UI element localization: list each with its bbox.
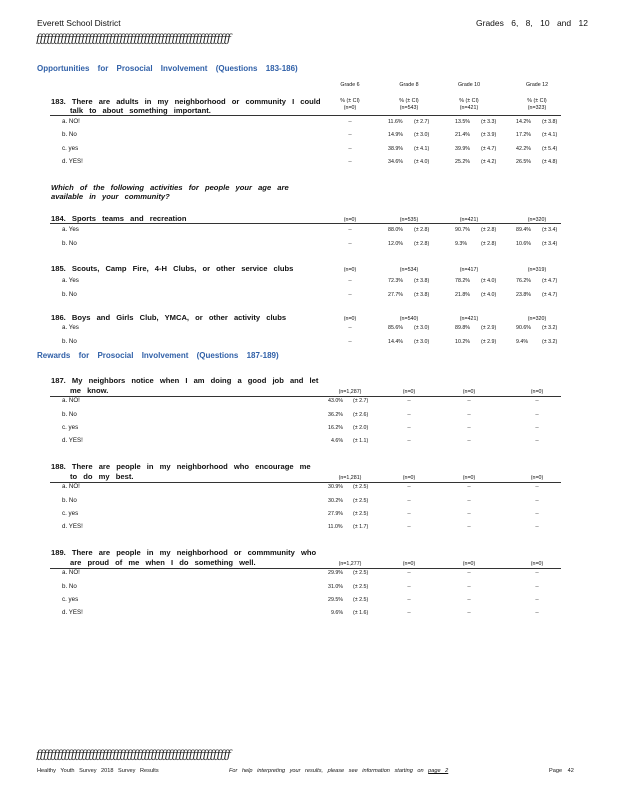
sample-size: (n=0) <box>530 389 544 395</box>
section-title-rewards: Rewards for Prosocial Involvement (Questions 187-189) <box>37 351 279 360</box>
cell: -- <box>535 484 539 490</box>
option-label: a. Yes <box>62 226 79 233</box>
question-183 <box>51 97 321 106</box>
cell: -- <box>467 398 471 404</box>
cell: (± 1.1) <box>353 438 369 444</box>
cell: (± 4.0) <box>481 278 497 284</box>
cell: 10.6% <box>516 241 532 247</box>
cell: -- <box>467 524 471 530</box>
grades-label: Grades 6, 8, 10 and 12 <box>476 18 588 28</box>
question-rule <box>50 115 561 116</box>
cell: (± 3.8) <box>414 278 430 284</box>
cell: 38.9% <box>388 146 404 152</box>
cell: -- <box>348 227 352 233</box>
question-text: Scouts, Camp Fire, 4-H Clubs, or other service clubs <box>71 264 294 273</box>
cell: (± 3.2) <box>542 339 558 345</box>
cell: -- <box>535 610 539 616</box>
cell: -- <box>348 146 352 152</box>
option-label: d. YES! <box>62 158 83 165</box>
question-rule <box>50 568 561 569</box>
cell: 78.2% <box>455 278 471 284</box>
question-185 <box>51 264 293 273</box>
question-text-line1: There are people in my neighborhood or commmunity who <box>71 548 317 557</box>
cell: 30.2% <box>328 498 344 504</box>
footer-help-prefix: For help interpreting your results, please see information starting on <box>229 768 424 774</box>
cell: (± 4.1) <box>414 146 430 152</box>
cell: 23.8% <box>516 292 532 298</box>
cell: -- <box>535 511 539 517</box>
cell: (± 2.9) <box>481 325 497 331</box>
ci-header: % (± CI) <box>340 98 360 104</box>
cell: (± 3.3) <box>481 119 497 125</box>
question-rule <box>50 482 561 483</box>
cell: -- <box>348 339 352 345</box>
cell: (± 4.1) <box>542 132 558 138</box>
cell: -- <box>467 438 471 444</box>
cell: 27.9% <box>328 511 344 517</box>
sample-size: (n=0) <box>343 217 357 223</box>
footer-help-text <box>229 768 448 774</box>
cell: -- <box>407 524 411 530</box>
option-label: c. yes <box>62 596 79 603</box>
cell: (± 2.9) <box>481 339 497 345</box>
cell: (± 2.7) <box>353 398 369 404</box>
option-label: c. yes <box>62 510 79 517</box>
cell: (± 3.0) <box>414 132 430 138</box>
cell: -- <box>407 425 411 431</box>
cell: -- <box>467 597 471 603</box>
ci-header: % (± CI) <box>527 98 547 104</box>
cell: (± 3.9) <box>481 132 497 138</box>
grade-8-header: Grade 8 <box>399 82 419 88</box>
cell: -- <box>407 597 411 603</box>
cell: (± 4.8) <box>542 159 558 165</box>
question-text-line1: There are adults in my neighborhood or community I could <box>71 97 321 106</box>
sample-size: (n=543) <box>399 105 419 111</box>
cell: -- <box>467 570 471 576</box>
cell: 76.2% <box>516 278 532 284</box>
cell: (± 3.4) <box>542 241 558 247</box>
cell: 21.4% <box>455 132 471 138</box>
cell: 36.2% <box>328 412 344 418</box>
cell: 9.3% <box>455 241 468 247</box>
cell: 42.2% <box>516 146 532 152</box>
cell: (± 4.7) <box>481 146 497 152</box>
cell: (± 4.0) <box>414 159 430 165</box>
cell: 9.4% <box>516 339 529 345</box>
cell: (± 3.0) <box>414 325 430 331</box>
grade-12-header: Grade 12 <box>525 82 549 88</box>
top-separator: ƒƒƒƒƒƒƒƒƒƒƒƒƒƒƒƒƒƒƒƒƒƒƒƒƒƒƒƒƒƒƒƒƒƒƒƒƒƒƒƒƒƒƒƒƒƒƒƒƒƒƒƒƒƒƒƒ <box>36 32 231 45</box>
cell: 90.7% <box>455 227 471 233</box>
cell: 43.0% <box>328 398 344 404</box>
cell: -- <box>348 278 352 284</box>
cell: 13.5% <box>455 119 471 125</box>
cell: -- <box>467 610 471 616</box>
option-label: b. No <box>62 240 77 247</box>
cell: (± 5.4) <box>542 146 558 152</box>
sample-size: (n=0) <box>530 561 544 567</box>
sample-size: (n=323) <box>527 105 547 111</box>
cell: 14.4% <box>388 339 404 345</box>
question-number: 184. <box>51 214 66 223</box>
option-label: c. yes <box>62 145 79 152</box>
cell: (± 2.5) <box>353 570 369 576</box>
question-text-line1: There are people in my neighborhood who encourage me <box>71 462 311 471</box>
cell: -- <box>535 524 539 530</box>
cell: 31.0% <box>328 584 344 590</box>
question-188-line2: to do my best. <box>70 472 134 481</box>
cell: (± 3.0) <box>414 339 430 345</box>
option-label: d. YES! <box>62 437 83 444</box>
cell: -- <box>407 398 411 404</box>
footer-page-link[interactable]: page 2 <box>428 768 449 774</box>
activities-prompt-line2: available in your community? <box>51 192 170 201</box>
sample-size: (n=0) <box>343 105 357 111</box>
page-number: Page 42 <box>549 768 574 774</box>
sample-size: (n=535) <box>399 217 419 223</box>
cell: -- <box>407 610 411 616</box>
cell: (± 4.2) <box>481 159 497 165</box>
cell: (± 4.7) <box>542 278 558 284</box>
question-number: 187. <box>51 376 66 385</box>
option-label: b. No <box>62 131 77 138</box>
question-number: 188. <box>51 462 66 471</box>
cell: (± 2.8) <box>414 241 430 247</box>
cell: (± 3.4) <box>542 227 558 233</box>
cell: -- <box>467 511 471 517</box>
question-number: 185. <box>51 264 66 273</box>
cell: 4.6% <box>331 438 344 444</box>
question-number: 186. <box>51 313 66 322</box>
question-187-line2: me know. <box>70 386 109 395</box>
cell: 26.5% <box>516 159 532 165</box>
question-189 <box>51 548 316 557</box>
option-label: d. YES! <box>62 609 83 616</box>
option-label: b. No <box>62 583 77 590</box>
question-189-line2: are proud of me when I do something well. <box>70 558 256 567</box>
cell: 88.0% <box>388 227 404 233</box>
sample-size: (n=417) <box>459 267 479 273</box>
question-183-line2: talk to about something important. <box>70 106 211 115</box>
question-rule <box>50 396 561 397</box>
cell: -- <box>407 570 411 576</box>
sample-size: (n=421) <box>459 105 479 111</box>
question-186 <box>51 313 286 322</box>
sample-size: (n=534) <box>399 267 419 273</box>
cell: (± 4.7) <box>542 292 558 298</box>
option-label: a. Yes <box>62 277 79 284</box>
cell: -- <box>348 292 352 298</box>
cell: 11.6% <box>388 119 403 125</box>
question-187 <box>51 376 318 385</box>
cell: 12.0% <box>388 241 404 247</box>
cell: -- <box>407 438 411 444</box>
sample-size: (n=1,281) <box>338 475 362 481</box>
grade-6-header: Grade 6 <box>340 82 360 88</box>
cell: 89.4% <box>516 227 532 233</box>
cell: (± 2.7) <box>414 119 430 125</box>
sample-size: (n=0) <box>402 389 416 395</box>
cell: -- <box>407 412 411 418</box>
cell: (± 3.8) <box>542 119 558 125</box>
cell: (± 4.0) <box>481 292 497 298</box>
cell: -- <box>467 412 471 418</box>
option-label: b. No <box>62 291 77 298</box>
cell: -- <box>407 584 411 590</box>
activities-prompt-line1: Which of the following activities for people your age are <box>51 183 289 192</box>
cell: (± 1.7) <box>353 524 369 530</box>
cell: -- <box>467 498 471 504</box>
question-text-line1: My neighbors notice when I am doing a good job and let <box>71 376 319 385</box>
footer-survey-title: Healthy Youth Survey 2018 Survey Results <box>37 768 159 774</box>
sample-size: (n=0) <box>343 267 357 273</box>
option-label: a. NO! <box>62 569 80 576</box>
option-label: a. NO! <box>62 483 80 490</box>
cell: 72.3% <box>388 278 404 284</box>
grade-10-header: Grade 10 <box>457 82 481 88</box>
cell: 85.6% <box>388 325 404 331</box>
cell: 89.8% <box>455 325 471 331</box>
question-number: 189. <box>51 548 66 557</box>
question-number: 183. <box>51 97 66 106</box>
cell: 21.8% <box>455 292 471 298</box>
cell: 27.7% <box>388 292 404 298</box>
cell: (± 2.8) <box>414 227 430 233</box>
cell: (± 2.5) <box>353 584 369 590</box>
cell: (± 2.8) <box>481 227 497 233</box>
sample-size: (n=0) <box>402 475 416 481</box>
option-label: b. No <box>62 497 77 504</box>
sample-size: (n=1,287) <box>338 389 362 395</box>
cell: -- <box>407 484 411 490</box>
cell: (± 2.5) <box>353 511 369 517</box>
cell: -- <box>467 484 471 490</box>
option-label: a. NO! <box>62 397 80 404</box>
cell: -- <box>407 498 411 504</box>
cell: 90.6% <box>516 325 532 331</box>
cell: (± 1.6) <box>353 610 369 616</box>
question-188 <box>51 462 311 471</box>
cell: -- <box>535 584 539 590</box>
sample-size: (n=540) <box>399 316 419 322</box>
ci-header: % (± CI) <box>399 98 419 104</box>
sample-size: (n=421) <box>459 217 479 223</box>
cell: 11.0% <box>328 524 343 530</box>
sample-size: (n=0) <box>343 316 357 322</box>
question-rule <box>50 223 561 224</box>
cell: -- <box>535 398 539 404</box>
cell: -- <box>407 511 411 517</box>
sample-size: (n=0) <box>462 561 476 567</box>
option-label: c. yes <box>62 424 79 431</box>
option-label: b. No <box>62 338 77 345</box>
sample-size: (n=421) <box>459 316 479 322</box>
sample-size: (n=0) <box>462 475 476 481</box>
cell: 39.9% <box>455 146 471 152</box>
cell: -- <box>535 412 539 418</box>
sample-size: (n=0) <box>530 475 544 481</box>
cell: 14.9% <box>388 132 404 138</box>
cell: (± 3.8) <box>414 292 430 298</box>
sample-size: (n=320) <box>527 316 547 322</box>
cell: 16.2% <box>328 425 344 431</box>
cell: -- <box>348 159 352 165</box>
cell: 34.6% <box>388 159 404 165</box>
cell: -- <box>467 584 471 590</box>
cell: -- <box>348 119 352 125</box>
cell: (± 2.5) <box>353 484 369 490</box>
cell: (± 2.5) <box>353 597 369 603</box>
cell: -- <box>535 597 539 603</box>
cell: -- <box>467 425 471 431</box>
cell: 29.9% <box>328 570 344 576</box>
cell: (± 2.0) <box>353 425 369 431</box>
cell: (± 2.6) <box>353 412 369 418</box>
cell: 14.2% <box>516 119 532 125</box>
cell: -- <box>348 241 352 247</box>
question-184 <box>51 214 186 223</box>
cell: -- <box>535 425 539 431</box>
sample-size: (n=320) <box>527 217 547 223</box>
question-text: Sports teams and recreation <box>71 214 187 223</box>
sample-size: (n=1,277) <box>338 561 362 567</box>
ci-header: % (± CI) <box>459 98 479 104</box>
cell: (± 2.5) <box>353 498 369 504</box>
option-label: a. NO! <box>62 118 80 125</box>
sample-size: (n=319) <box>527 267 547 273</box>
sample-size: (n=0) <box>462 389 476 395</box>
cell: (± 3.2) <box>542 325 558 331</box>
cell: 25.2% <box>455 159 471 165</box>
district-name: Everett School District <box>37 18 121 28</box>
cell: -- <box>348 132 352 138</box>
cell: -- <box>535 498 539 504</box>
cell: 17.2% <box>516 132 532 138</box>
cell: 10.2% <box>455 339 471 345</box>
bottom-separator: ƒƒƒƒƒƒƒƒƒƒƒƒƒƒƒƒƒƒƒƒƒƒƒƒƒƒƒƒƒƒƒƒƒƒƒƒƒƒƒƒƒƒƒƒƒƒƒƒƒƒƒƒƒƒƒƒ <box>36 748 231 761</box>
option-label: a. Yes <box>62 324 79 331</box>
cell: 9.6% <box>331 610 344 616</box>
cell: -- <box>535 438 539 444</box>
option-label: b. No <box>62 411 77 418</box>
cell: -- <box>535 570 539 576</box>
question-text: Boys and Girls Club, YMCA, or other activity clubs <box>71 313 287 322</box>
cell: (± 2.8) <box>481 241 497 247</box>
cell: -- <box>348 325 352 331</box>
section-title-opportunities: Opportunities for Prosocial Involvement (Questions 183-186) <box>37 64 298 73</box>
sample-size: (n=0) <box>402 561 416 567</box>
cell: 29.5% <box>328 597 344 603</box>
cell: 30.9% <box>328 484 344 490</box>
option-label: d. YES! <box>62 523 83 530</box>
